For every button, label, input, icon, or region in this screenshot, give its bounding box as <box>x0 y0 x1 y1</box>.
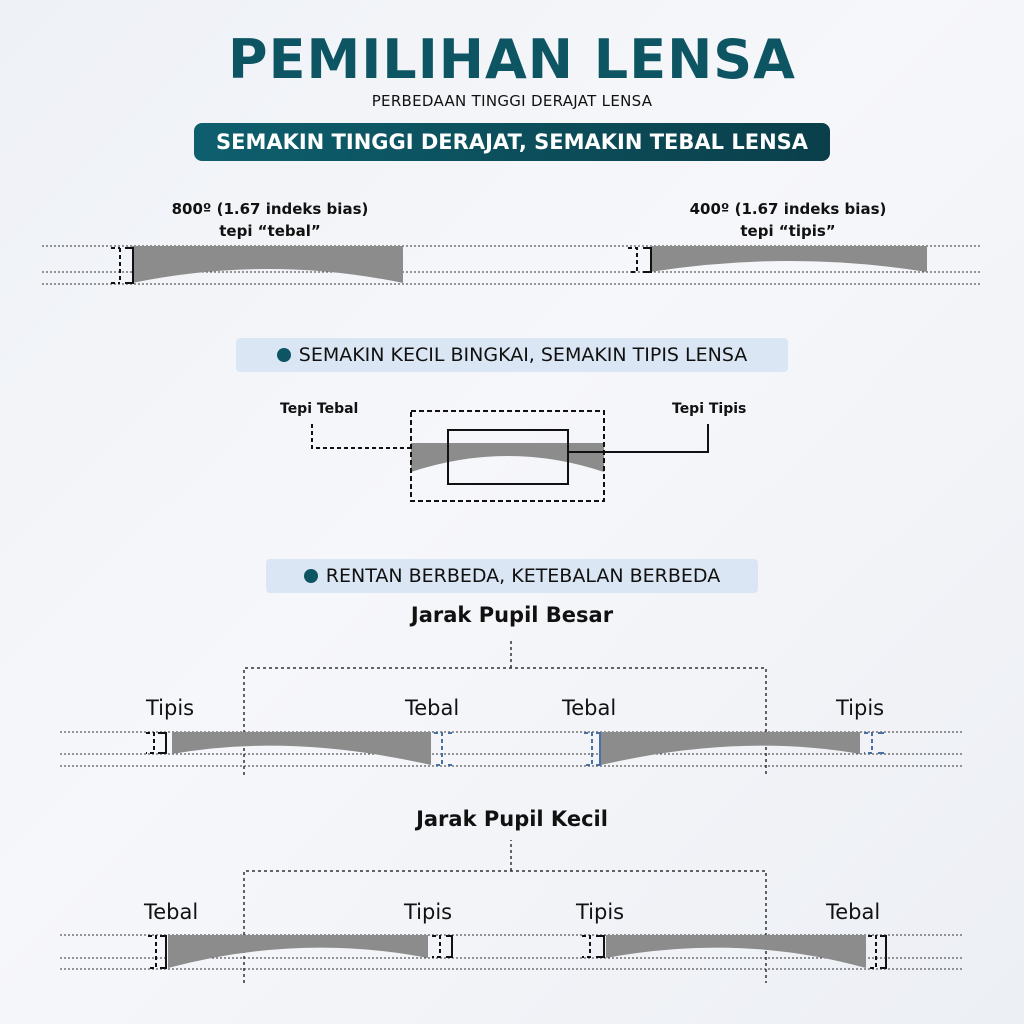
kecil-lens-left <box>168 935 428 968</box>
besar-label-1: Tipis <box>146 696 195 720</box>
banner-degree: SEMAKIN TINGGI DERAJAT, SEMAKIN TEBAL LENSA <box>194 123 830 161</box>
frame-lens-shape <box>411 443 604 472</box>
lens-800-edge: tepi “tebal” <box>219 222 321 240</box>
kecil-label-1: Tebal <box>144 900 199 924</box>
kecil-label-2: Tipis <box>404 900 453 924</box>
lens-800-index: 800º (1.67 indeks bias) <box>171 200 369 218</box>
besar-lens-left <box>172 732 431 765</box>
besar-lens-right <box>601 732 860 765</box>
kecil-lens-right <box>606 935 866 968</box>
heading-pupil-kecil: Jarak Pupil Kecil <box>416 807 608 831</box>
kecil-label-3: Tipis <box>576 900 625 924</box>
tepi-tebal-connector <box>312 424 411 448</box>
pill-frame-size-text: SEMAKIN KECIL BINGKAI, SEMAKIN TIPIS LENSA <box>298 344 748 366</box>
lens-800-shape <box>132 246 403 283</box>
label-tepi-tebal: Tepi Tebal <box>280 401 359 417</box>
kecil-label-4: Tebal <box>826 900 881 924</box>
lens-400-shape <box>650 246 927 272</box>
pill-pupil-range-text: RENTAN BERBEDA, KETEBALAN BERBEDA <box>325 565 721 587</box>
besar-label-2: Tebal <box>405 696 460 720</box>
pupil-kecil-bracket <box>244 840 766 983</box>
page-subtitle: PERBEDAAN TINGGI DERAJAT LENSA <box>371 92 653 110</box>
besar-label-4: Tipis <box>836 696 885 720</box>
guide-lines <box>42 246 982 969</box>
besar-label-3: Tebal <box>562 696 617 720</box>
lens-400-edge: tepi “tipis” <box>740 222 836 240</box>
page-title: PEMILIHAN LENSA <box>228 28 796 91</box>
label-tepi-tipis: Tepi Tipis <box>672 401 747 417</box>
heading-pupil-besar: Jarak Pupil Besar <box>410 603 614 627</box>
lens-400-index: 400º (1.67 indeks bias) <box>689 200 887 218</box>
